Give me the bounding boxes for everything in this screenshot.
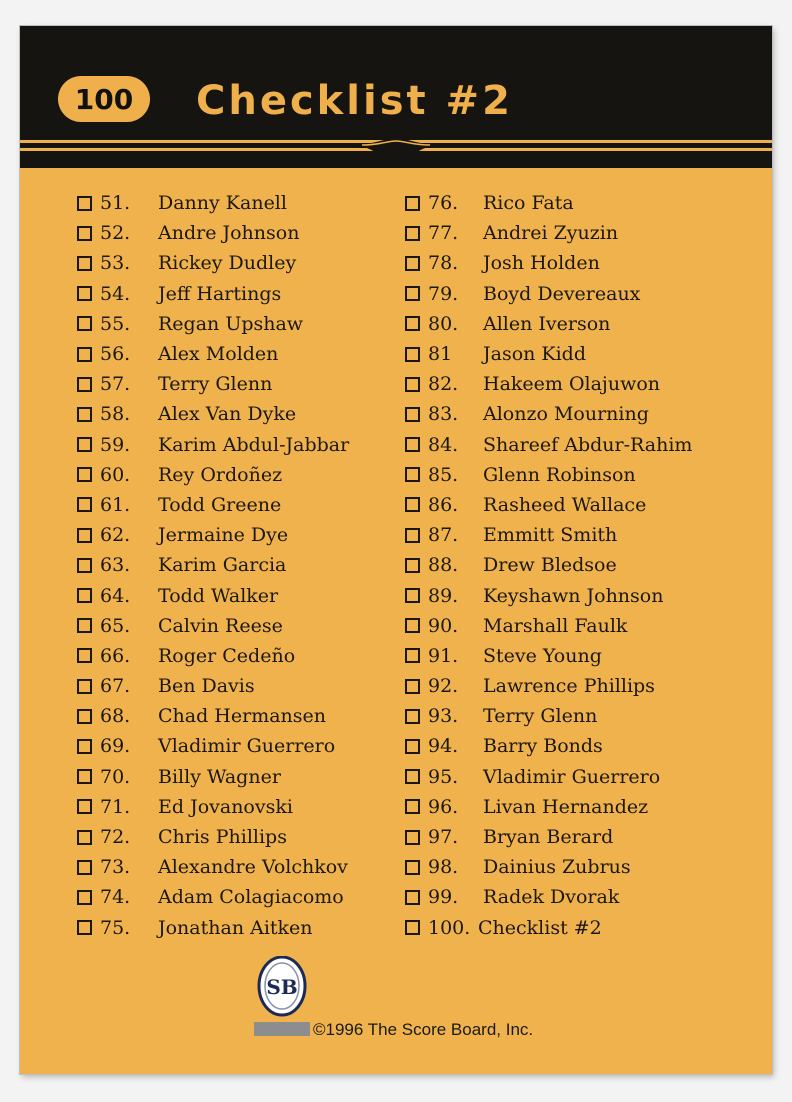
player-name: Jason Kidd	[483, 343, 587, 366]
svg-text:SB: SB	[266, 975, 298, 999]
checkbox[interactable]	[405, 679, 420, 694]
checkbox[interactable]	[405, 377, 420, 392]
card-number: 61.	[100, 493, 131, 516]
checkbox[interactable]	[405, 347, 420, 362]
card-number: 81	[428, 343, 453, 366]
score-board-logo	[252, 956, 312, 1046]
player-name: Checklist #2	[478, 916, 602, 939]
checkbox[interactable]	[77, 528, 92, 543]
checklist-item	[405, 279, 692, 309]
checklist-item	[405, 550, 692, 580]
checkbox[interactable]	[77, 226, 92, 241]
checklist-item	[405, 913, 692, 943]
checkbox[interactable]	[405, 860, 420, 875]
card-number: 70.	[100, 765, 131, 788]
card-number: 91.	[428, 644, 459, 667]
card-number: 56.	[100, 343, 131, 366]
player-name: Chris Phillips	[158, 826, 287, 849]
card-number: 93.	[428, 705, 459, 728]
player-name: Marshall Faulk	[483, 614, 628, 637]
checklist-item	[77, 430, 349, 460]
checkbox[interactable]	[405, 256, 420, 271]
player-name: Emmitt Smith	[483, 524, 618, 547]
player-name: Vladimir Guerrero	[158, 735, 336, 758]
player-name: Josh Holden	[483, 252, 600, 275]
checkbox[interactable]	[405, 467, 420, 482]
card-number: 73.	[100, 856, 131, 879]
checkbox[interactable]	[77, 709, 92, 724]
checkbox[interactable]	[405, 316, 420, 331]
card-number: 99.	[428, 886, 459, 909]
card-number: 53.	[100, 252, 131, 275]
player-name: Bryan Berard	[483, 826, 614, 849]
player-name: Alonzo Mourning	[483, 403, 649, 426]
player-name: Hakeem Olajuwon	[483, 373, 661, 396]
player-name: Boyd Devereaux	[483, 282, 641, 305]
checklist-item	[77, 248, 349, 278]
checklist-item	[77, 399, 349, 429]
player-name: Todd Greene	[158, 493, 282, 516]
checklist-item	[77, 762, 349, 792]
checklist-item	[405, 520, 692, 550]
checklist-item	[77, 882, 349, 912]
checkbox[interactable]	[405, 588, 420, 603]
checklist-item	[405, 701, 692, 731]
card-number: 100.	[428, 916, 471, 939]
player-name: Steve Young	[483, 644, 602, 667]
checklist-item	[405, 369, 692, 399]
checklist-item	[405, 490, 692, 520]
card-number: 74.	[100, 886, 131, 909]
card-number: 90.	[428, 614, 459, 637]
checklist-item	[77, 580, 349, 610]
card-number: 55.	[100, 312, 131, 335]
checklist-item	[77, 852, 349, 882]
player-name: Regan Upshaw	[158, 312, 304, 335]
player-name: Alexandre Volchkov	[158, 856, 348, 879]
player-name: Calvin Reese	[158, 614, 283, 637]
card-number: 75.	[100, 916, 131, 939]
checkbox[interactable]	[405, 437, 420, 452]
checkbox[interactable]	[77, 769, 92, 784]
card-number: 64.	[100, 584, 131, 607]
player-name: Keyshawn Johnson	[483, 584, 664, 607]
checklist-item	[77, 520, 349, 550]
player-name: Shareef Abdur-Rahim	[483, 433, 693, 456]
player-name: Ben Davis	[158, 675, 255, 698]
player-name: Alex Molden	[158, 343, 279, 366]
checkbox[interactable]	[77, 679, 92, 694]
checklist-item	[405, 792, 692, 822]
card-title: Checklist #2	[196, 78, 513, 124]
card-number: 80.	[428, 312, 459, 335]
checklist-item	[77, 822, 349, 852]
checklist-item	[77, 611, 349, 641]
checkbox[interactable]	[77, 407, 92, 422]
card-number: 69.	[100, 735, 131, 758]
card-number: 87.	[428, 524, 459, 547]
player-name: Jeff Hartings	[158, 282, 282, 305]
player-name: Karim Garcia	[158, 554, 287, 577]
card-number: 62.	[100, 524, 131, 547]
player-name: Drew Bledsoe	[483, 554, 617, 577]
card-number: 88.	[428, 554, 459, 577]
checkbox[interactable]	[405, 769, 420, 784]
player-name: Roger Cedeño	[158, 644, 296, 667]
checkbox[interactable]	[77, 739, 92, 754]
card-number: 51.	[100, 192, 131, 215]
checkbox[interactable]	[77, 467, 92, 482]
card-number: 83.	[428, 403, 459, 426]
checklist-item	[77, 671, 349, 701]
checklist-item	[77, 731, 349, 761]
card-number: 67.	[100, 675, 131, 698]
card-number: 57.	[100, 373, 131, 396]
checklist-column-left	[77, 188, 349, 943]
checklist-item	[405, 852, 692, 882]
checklist-item	[77, 218, 349, 248]
checklist-card	[20, 26, 772, 1074]
checkbox[interactable]	[405, 196, 420, 211]
checkbox[interactable]	[77, 860, 92, 875]
player-name: Rickey Dudley	[158, 252, 297, 275]
card-number: 59.	[100, 433, 131, 456]
checklist-column-right	[405, 188, 692, 943]
checkbox[interactable]	[77, 286, 92, 301]
player-name: Terry Glenn	[158, 373, 273, 396]
checkbox[interactable]	[405, 890, 420, 905]
card-number: 58.	[100, 403, 131, 426]
checkbox[interactable]	[405, 558, 420, 573]
checkbox[interactable]	[77, 437, 92, 452]
checkbox[interactable]	[405, 528, 420, 543]
card-number: 66.	[100, 644, 131, 667]
checklist-item	[405, 218, 692, 248]
checklist-item	[405, 339, 692, 369]
card-number: 85.	[428, 463, 459, 486]
checkbox[interactable]	[77, 830, 92, 845]
player-name: Ed Jovanovski	[158, 795, 293, 818]
player-name: Terry Glenn	[483, 705, 598, 728]
checklist-item	[77, 701, 349, 731]
card-number: 82.	[428, 373, 459, 396]
checklist-item	[405, 822, 692, 852]
checklist-item	[405, 188, 692, 218]
checklist-item	[405, 882, 692, 912]
checkbox[interactable]	[77, 920, 92, 935]
checkbox[interactable]	[405, 830, 420, 845]
player-name: Adam Colagiacomo	[158, 886, 344, 909]
checkbox[interactable]	[405, 799, 420, 814]
card-number: 97.	[428, 826, 459, 849]
checklist-item	[77, 913, 349, 943]
player-name: Livan Hernandez	[483, 795, 649, 818]
checklist-item	[77, 369, 349, 399]
checkbox[interactable]	[405, 618, 420, 633]
checkbox[interactable]	[405, 920, 420, 935]
checklist-item	[405, 430, 692, 460]
card-number: 77.	[428, 222, 459, 245]
card-number: 94.	[428, 735, 459, 758]
checkbox[interactable]	[405, 226, 420, 241]
checklist-item	[405, 731, 692, 761]
checklist-item	[77, 188, 349, 218]
player-name: Todd Walker	[158, 584, 279, 607]
card-number: 95.	[428, 765, 459, 788]
checkbox[interactable]	[77, 648, 92, 663]
checkbox[interactable]	[77, 799, 92, 814]
player-name: Rico Fata	[483, 192, 574, 215]
card-number: 84.	[428, 433, 459, 456]
player-name: Chad Hermansen	[158, 705, 327, 728]
checklist-item	[77, 309, 349, 339]
card-number: 60.	[100, 463, 131, 486]
checklist-item	[77, 792, 349, 822]
card-number: 89.	[428, 584, 459, 607]
checkbox[interactable]	[77, 588, 92, 603]
checklist-item	[405, 248, 692, 278]
player-name: Danny Kanell	[158, 192, 287, 215]
player-name: Karim Abdul-Jabbar	[158, 433, 350, 456]
card-number: 92.	[428, 675, 459, 698]
player-name: Rey Ordoñez	[158, 463, 283, 486]
checklist-item	[77, 550, 349, 580]
player-name: Radek Dvorak	[483, 886, 620, 909]
checkbox[interactable]	[77, 618, 92, 633]
checkbox[interactable]	[405, 407, 420, 422]
player-name: Dainius Zubrus	[483, 856, 631, 879]
checklist-item	[405, 309, 692, 339]
player-name: Vladimir Guerrero	[483, 765, 661, 788]
player-name: Jermaine Dye	[158, 524, 289, 547]
copyright-notice: ©1996 The Score Board, Inc.	[313, 1020, 534, 1039]
card-number: 71.	[100, 795, 131, 818]
checkbox[interactable]	[77, 347, 92, 362]
checkbox[interactable]	[77, 497, 92, 512]
checkbox[interactable]	[405, 709, 420, 724]
card-number: 98.	[428, 856, 459, 879]
player-name: Allen Iverson	[483, 312, 611, 335]
checklist-item	[405, 671, 692, 701]
player-name: Andre Johnson	[158, 222, 300, 245]
checklist-item	[405, 641, 692, 671]
checklist-item	[405, 762, 692, 792]
checklist-item	[77, 279, 349, 309]
checklist-item	[405, 399, 692, 429]
card-number: 79.	[428, 282, 459, 305]
checkbox[interactable]	[77, 196, 92, 211]
player-name: Lawrence Phillips	[483, 675, 655, 698]
checklist-item	[405, 460, 692, 490]
player-name: Barry Bonds	[483, 735, 603, 758]
checklist-item	[77, 490, 349, 520]
card-number-badge: 100	[58, 76, 150, 122]
checkbox[interactable]	[405, 648, 420, 663]
card-number: 96.	[428, 795, 459, 818]
player-name: Rasheed Wallace	[483, 493, 647, 516]
header-rule-ornament	[20, 136, 772, 176]
checkbox[interactable]	[77, 377, 92, 392]
card-number: 78.	[428, 252, 459, 275]
player-name: Jonathan Aitken	[158, 916, 313, 939]
checklist-item	[77, 641, 349, 671]
checkbox[interactable]	[77, 256, 92, 271]
checkbox[interactable]	[405, 739, 420, 754]
card-number: 65.	[100, 614, 131, 637]
player-name: Billy Wagner	[158, 765, 281, 788]
checkbox[interactable]	[77, 316, 92, 331]
player-name: Alex Van Dyke	[158, 403, 297, 426]
checklist-item	[77, 460, 349, 490]
checklist-item	[405, 580, 692, 610]
card-number: 63.	[100, 554, 131, 577]
card-number: 76.	[428, 192, 459, 215]
checkbox[interactable]	[405, 286, 420, 301]
checklist-item	[405, 611, 692, 641]
card-number: 86.	[428, 493, 459, 516]
player-name: Andrei Zyuzin	[483, 222, 619, 245]
card-number: 72.	[100, 826, 131, 849]
card-number: 68.	[100, 705, 131, 728]
checklist-item	[77, 339, 349, 369]
card-number: 52.	[100, 222, 131, 245]
checkbox[interactable]	[77, 558, 92, 573]
checkbox[interactable]	[77, 890, 92, 905]
checkbox[interactable]	[405, 497, 420, 512]
player-name: Glenn Robinson	[483, 463, 636, 486]
card-number: 54.	[100, 282, 131, 305]
